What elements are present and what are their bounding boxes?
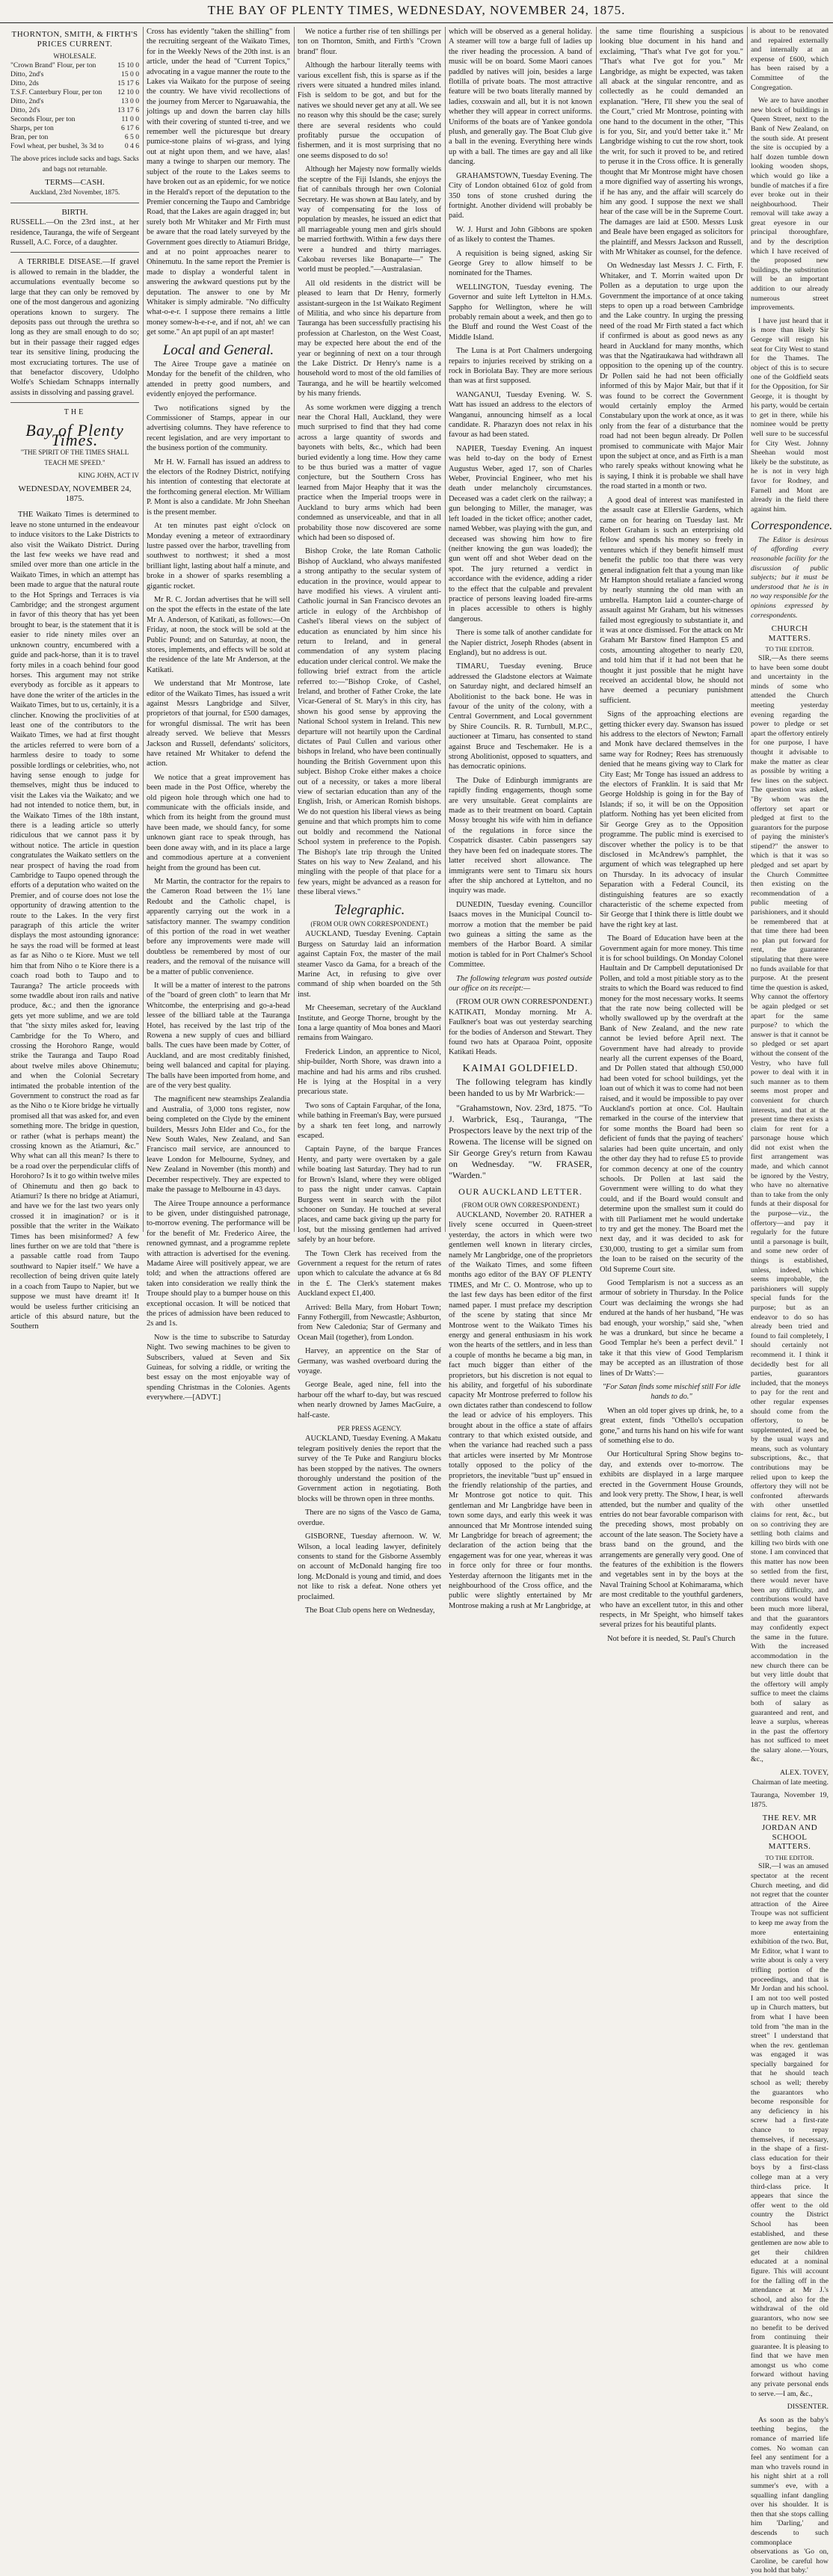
article-paragraph: Although her Majesty now formally wields the sceptre of the Fiji Islands, she enjoys the fiat of cannibals through her own Colonial Secretary. He was shown at Bau lately, and by way of compensating for the loss of population by measles, he issued an edict that all marriageable young men and girls should be married forthwith. Within a few days there were a hundred and thirty marriages. Cakobau reverses like Bonaparte—" The world must be peopled."—Australasian. <box>298 165 441 274</box>
prices-note: The above prices include sacks and bags. Sacks and bags not returnable. <box>10 155 139 173</box>
motto-attribution: KING JOHN, ACT IV <box>78 472 139 480</box>
article-paragraph: The Board of Education have been at the Government again for more money. This time it is for school buildings. On Monday Colonel Haultain and Dr Campbell deputationised Dr Pollen, and told a most pitiable story as to the straits to which the Board was reduced to find money for the most necessary works. It seems that the rate now being collected will be wholly swallowed up by the overdraft at the Bank of New Zealand, and the new rate cannot be levied before April next. The Government have had already to provide nearly all the current expenses of the Board, and Dr Pollen stated that although £50,000 had been voted for school buildings, yet the loan out of which it was to come had not been raised, and it would be impossible to pay over Auckland's portion at once. Col. Haultain remarked in the course of the interview that for some months the Board had been so deficient of funds that the paying of teachers' salaries had been quite uncertain, and only the other day they had to refuse £5 to provide for common decency at one of the country schools. Dr Pollen at last said the Government were willing to do what they could, and if the Board would consult and determine upon the smallest sum it could do with till Parliament met he would undertake to try and get the money. The Board met the next day, and it was decided to ask for £30,000, trusting to get a similar sum from the loan to be raised on the security of the Old Supreme Court site. <box>600 934 743 1274</box>
column-rule <box>294 27 295 1232</box>
letter-place: Tauranga, November 19, 1875. <box>751 1791 829 1809</box>
article-paragraph: As soon as the baby's teething begins, the romance of married life comes. No woman can feel any sentiment for a man who travels round in his night shirt at a roll summer's eve, with a squalling infant dangling over his shoulder. It is then that she stops calling him 'Darling,' and descends to such commonplace observations as 'Go on, Caroline, be careful how you hold that baby.' <box>751 2415 829 2575</box>
article-paragraph: We notice that a great improvement has been made in the Post Office, whereby the old pigeon hole through which one had to communicate with the officials inside, and which from its height from the ground must have been made, we should fancy, for some unknown giant race to speak through, has been done away with, and in its place a large and commodious aperture at a convenient height from the ground has been cut. <box>147 773 290 872</box>
correspondent-label: (FROM OUR OWN CORRESPONDENT.) <box>461 1201 580 1209</box>
article-paragraph: Now is the time to subscribe to Saturday Night. Two sewing machines to be given to Subscribers, valued at Seven and Six Guineas, for solving a riddle, or writing the best essay on the most enjoyable way of spending Christmas in the Colonies. Agents everywhere.—[ADVT.] <box>147 1333 290 1402</box>
issue-date: WEDNESDAY, NOVEMBER 24, 1875. <box>18 484 132 503</box>
article-paragraph: TIMARU, Tuesday evening. Bruce addressed the Gladstone electors at Waimate on Saturday night, and declared himself an Abolitionist to the back bone. He was in favour of the unity of the colony, with a Central Government, and Local government by Shire Councils. R. R. Turnbull, M.P.C., auctioneer at Timaru, has consented to stand against Bruce and Teschemaker. He is a strong Abolitionist, opposed to squatters, and has democratic opinions. <box>449 662 592 771</box>
to-editor-label: TO THE EDITOR. <box>765 645 814 653</box>
verse: "For Satan finds some mischief still For idle hands to do." <box>602 1383 741 1402</box>
price-item: Ditto, 2ds <box>10 79 39 88</box>
article-paragraph: is about to be renovated and repaired externally and internally at an expense of £600, which has been raised by a Committee of the Congregation. <box>751 27 829 92</box>
telegram: The Town Clerk has received from the Government a request for the return of rates upon which to calculate the advance at 6s 8d in the £. The Clerk's statement makes Auckland expect £1,400. <box>298 1249 441 1298</box>
article-paragraph: We are to have another new block of buildings in Queen Street, next to the Bank of New Zealand, on the south side. At present the site is occupied by a half dozen tumble down looking wooden shops, which would go like a bundle of matches if a fire ever broke out in their neighbourhood. Their removal will take away a great eyesore in our principal thoroughfare, and by the description which I have received of the proposed new buildings, the substitution will be an important addition to our already numerous street improvements. <box>751 96 829 312</box>
editor-disclaimer: The Editor is desirous of affording every reasonable facility for the discussion of public subjects; but it must be understood that he is in no way responsible for the opinions expressed by correspondents. <box>751 535 829 620</box>
column-5 <box>600 27 743 1643</box>
article-paragraph: We notice a further rise of ten shillings per ton on Thornton, Smith, and Firth's "Crown brand" flour. <box>298 28 441 56</box>
price-value: 11 0 0 <box>121 115 139 124</box>
telegram: There are no signs of the Vasco de Gama, overdue. <box>298 1509 441 1527</box>
article-paragraph: which will be observed as a general holiday. A steamer will tow a barge full of ladies up the river heading the procession. A band of music will be on board. Some Maori canoes paddled by natives will join, besides a large flotilla of private boats. The most attractive feature will be two boats literally manned by ladies, coxswain and all, but it is not known whether they will appear in correct uniforms. Uniforms of the boats are of Yankee gondola plush, and generally gay. The Boat Club give a ball in the evening. Everything here winds up with a ball. The times are gay and all like dancing. <box>449 28 592 167</box>
telegram: Mr Cheeseman, secretary of the Auckland Institute, and George Thorne, brought by the Iona a large quantity of Moa bones and Maori remains from Waingaro. <box>298 1004 441 1043</box>
article-paragraph: Although the harbour literally teems with various excellent fish, this is sparse as if the rivers were situated a hundred miles inland. Fish is seldom to be got, and but for the natives we should never get any at all. We see no reason why this should be the case; surely there are several residents who could profitably pursue the occupation of fishermen, and it is most surprising that no one seems disposed to do so! <box>298 61 441 160</box>
article-paragraph: The following telegram has kindly been handed to us by Mr Warbrick:— <box>449 1076 592 1099</box>
article-paragraph: There is some talk of another candidate for the Napier district, Joseph Rhodes (absent in England), but no address is out. <box>449 629 592 657</box>
prices-title: THORNTON, SMITH, & FIRTH'S PRICES CURRENT. <box>11 30 138 49</box>
article-paragraph: All old residents in the district will be pleased to learn that Dr Henry, formerly assistant-surgeon in the 1st Waikato Regiment of Militia, and who since his departure from Tauranga has been successfully practising his profession at Charleston, on the West Coast, may be expected here about the end of the year or beginning of next on a tour through the Lake District. Dr Henry's name is a household word to most of the old families of Tauranga, and he will be heartily welcomed by his many friends. <box>298 279 441 398</box>
telegram: Captain Payne, of the barque Frances Henty, and party were overtaken by a gale while boating last Saturday. They had to run for Brown's Island, where they were obliged to pass the night under canvas. Captain Burgess went in search with the pilot schooner on Sunday. He touched at several places, and came back giving up the party for lost, but the missing gentlemen had arrived safely by an hour before. <box>298 1145 441 1245</box>
price-value: 6 17 6 <box>121 124 139 133</box>
price-item: "Crown Brand" Flour, per ton <box>10 61 96 70</box>
article-paragraph: The Airee Troupe announce a performance to be given, under distinguished patronage, to-morrow evening. The performance will be for the benefit of Mr. Frederico Airee, the renowned gymnast, and a programme replete with attraction is advertised for the evening. Madame Airee will positively appear, we are told; and when the attractions offered are taken into consideration we really think the Troupe should play to a bumper house on this exceptional occasion. It will be noticed that the prices of admission have been reduced to 2s and 1s. <box>147 1199 290 1328</box>
price-row <box>10 106 139 115</box>
telegram: Frederick Lindon, an apprentice to Nicol, ship-builder, North Shore, was drawn into a machine and had his arms and ribs crushed. He is lying at the Hospital in a very precarious state. <box>298 1047 441 1097</box>
letter: SIR,—As there seems to have been some doubt and uncertainty in the minds of some who attended the Church meeting yesterday evening regarding the power to pledge or set apart the offertory entirely for one purpose, I have thought it advisable to make the matter as clear as possible by writing a few lines on the subject. The question was asked, "By whom was the offertory set apart or pledged at first to the guarantors for the purpose of paying the minister's stipend?" the answer to which is that it was so pledged and set apart by the Church Committee then existing on the recommendation of a public meeting of parishioners, and it should be remembered that at that time there had been no plan put forward for rent, the guarantee stipulating that there were no funds available for that purpose. At the present time the question is asked, Why cannot the offertory be again pledged or set apart for the same purpose? to which the answer is that it cannot be so pledged or set apart without the consent of the Vestry, who have full power to deal with it in such manner as to them seems most proper and convenient for church interests, and that at the present time there exists a claim for rent for a parsonage house which did not exist when the first arrangement was made, and which cannot be ignored by the Vestry, who have no alternative than to take from the only funds at their disposal for the purpose—viz., the offertory—and pay it regularly for the future until a parsonage is built, and some new order of things is established, unless, indeed, which seems improbable, the parishioners will supply special funds for the purpose; but as an endeavor to do so has already been tried and found to fail completely, I should certainly not recommend it. I think it decidedly best for all parties, guarantors included, that the moneys to pay for the rent and other regular expenses should come from the offertory, to be supplemented, if need be, by the usual ways and means, such as voluntary subscriptions, &c., that contributions may be relied upon to keep the offertory they will not be confronted afterwards with other unsettled claims for rent, &c., but on so contriving they are settling both claims and killing two birds with one stone. I am convinced that this matter has now been so settled from the first, there would never have been any difficulty, and contributions would have been much more liberal, and that the guarantors may confidently expect the same in the future. With the increased accommodation in the new church there can be but very little doubt that the offertory will amply suffice to meet the claims both of salary as guaranteed and rent, and leave a surplus, whereas in the past the offertory has not sufficed to meet the salary alone.—Yours, &c., <box>751 654 829 1764</box>
article-paragraph: A good deal of interest was manifested in the assault case at Ellerslie Gardens, which came on for hearing on Tuesday last. Mr Robert Graham is such an enterprising old fellow and spends his money so freely in ventures which if they benefit himself must benefit the public too that there was very general indignation felt that a young man like Mr Hampton should retaliate a fancied wrong by nearly stunning the old man with an umbrella. Hampton laid a counter-charge of assault against Mr Graham, but his witnesses failed most egregiously to substantiate it, and it was at once dismissed. For the attack on Mr Graham Mr Barstow fined Hampton £5 and costs, amounting altogether to nearly £20, and told him that if it had not been that he thought it just possible that he might have received an accidental blow, he should not have deemed a pecuniary punishment sufficient. <box>600 496 743 705</box>
telegram: Harvey, an apprentice on the Star of Germany, was washed overboard during the voyage. <box>298 1347 441 1375</box>
telegram: AUCKLAND, Tuesday Evening. A Makatu telegram positively denies the report that the survey of the Te Puke and Rangiuru blocks has been stopped by the natives. The owners thoroughly understand the position of the Government action in negotiating. Both blocks will be thrown open in three months. <box>298 1435 441 1503</box>
birth-notice: RUSSELL.—On the 23rd inst., at her residence, Tauranga, the wife of Sergeant Russell, A.C. Force, of a daughter. <box>10 218 139 247</box>
column-rule <box>445 27 446 1232</box>
column-rule <box>747 27 748 1232</box>
price-row <box>10 133 139 142</box>
price-row <box>10 142 139 151</box>
article-paragraph: WANGANUI, Tuesday Evening. W. S. Watt has issued an address to the electors of Wanganui, announcing himself as a local candidate. R. Pharazyn does not relax in his favour as had been stated. <box>449 390 592 440</box>
section-heading-telegraphic: Telegraphic. <box>333 902 405 918</box>
article-paragraph: I have just heard that it is more than likely Sir George will resign his seat for City West to stand for the Thames. The object of this is to secure one of the Goldfield seats for the Opposition, for Sir George, it is thought by his party, would be certain to get in there, while his nominee would be pretty well sure to be successful for City West. Johnny Sheehan would most likely be the substitute, as he is not in very high favor for Rodney, and Farnell and Mont are already in the field there against him. <box>751 316 829 514</box>
price-list <box>10 61 139 151</box>
telegram-text: "Grahamstown, Nov. 23rd, 1875. "To J. Warbrick, Esq., Tauranga, "The Prospectors leave by the next trip of the Rowena. The license will be signed on Sir George Grey's return from Kawau on Wednesday. "W. FRASER, "Warden." <box>449 1103 592 1181</box>
article-paragraph: Good Templarism is not a success as an armour of sobriety in Thursday. In the Police Court was declaiming the wrongs she had endured at the hands of her husband, "He was bad enough, your worship," said she, "when he was a drunkard, but since he became a Good Templar he's been a perfect devil." I take it that this view of Good Templarism may be accepted as an illustration of those lines of Dr Watts':— <box>600 1278 743 1378</box>
price-value: 13 0 0 <box>121 97 139 106</box>
article-paragraph: (FROM OUR OWN CORRESPONDENT.) KATIKATI, Monday morning. Mr A. Faulkner's boat was out yesterday searching for the bodies of Anderson and Stewart. They found two hats at Oparaoa Point, opposite Katikati Heads. <box>449 998 592 1057</box>
church-matters-heading: CHURCH MATTERS. <box>768 624 811 643</box>
price-row <box>10 124 139 133</box>
terms-place: Auckland, 23rd November, 1875. <box>29 188 120 197</box>
column-rule <box>143 27 144 1232</box>
article-paragraph: We understand that Mr Montrose, late editor of the Waikato Times, has issued a writ against Messrs Langbridge and Silver, proprietors of that journal, for £500 damages, for wrongful dismissal. The writ has been already served. We believe that Messrs Jackson and Russell, defendants' solicitors, have retained Mr Whitaker to defend the action. <box>147 680 290 768</box>
telegram: Arrived: Bella Mary, from Hobart Town; Fanny Fothergill, from Newcastle; Ashburton, from New Caledonia; Star of Germany and Ocean Mail (together), from London. <box>298 1303 442 1342</box>
divider <box>10 252 139 253</box>
price-value: 12 10 0 <box>117 88 139 97</box>
jordan-heading: THE REV. MR JORDAN AND SCHOOL MATTERS. <box>761 1814 818 1852</box>
article-paragraph: WELLINGTON, Tuesday evening. The Governor and suite left Lyttelton in H.M.s. Sappho for Wellington, where he will probably remain about a week, and then go to the Bluff and round the West Coast of the Middle Island. <box>449 283 592 342</box>
article-paragraph: Mr R. C. Jordan advertises that he will sell on the spot the effects in the estate of the late Mr A. Anderson, of Katikati, as follows:—On Friday, at noon, the stock will be sold at the Public Pound; and on Saturday, at noon, the stores, implements, and effects will be sold at the residence of the late Mr Anderson, at the Katikati. <box>147 595 290 674</box>
article-paragraph: Not before it is needed, St. Paul's Church <box>607 1634 736 1643</box>
telegram: The Boat Club opens here on Wednesday, <box>305 1606 435 1615</box>
article-paragraph: Mr H. W. Farnall has issued an address to the electors of the Rodney District, notifying his intention of contesting that electorate at the forthcoming general election. Mr William P. Mont is also a candidate. Mr John Sheehan is the present member. <box>147 457 290 517</box>
price-value: 15 17 6 <box>117 79 139 88</box>
wholesale-label: WHOLESALE. <box>53 52 96 60</box>
price-value: 6 5 0 <box>124 133 139 142</box>
disease-advert: A TERRIBLE DISEASE.—If gravel is allowed to remain in the bladder, the accumulations eventually become so large that they can only be removed by one of the most dangerous and agonizing operations known to surgery. The deposits pass out through the urethra so long as they are small enough to do so; but in their passage their ragged edges tear its sensitive lining, producing the most excruciating tortures. The use of that benefactor discovery, Udolpho Wolfe's Schiedam Schnapps internally assists in dissolving and passing gravel. <box>10 258 139 397</box>
article-paragraph: Our Horticultural Spring Show begins to-day, and extends over to-morrow. The exhibits are displayed in a large marquee erected in the Government House Grounds, and look very pretty. The Show, I hear, is well attended, but the number and quality of the entries do not bear favorable comparison with the preceding shows, most probably on account of the late season. The Society have a brass band on the ground, and the arrangements are generally very good. One of the features of the exhibition is the flowers and vegetables sent in by the boys at the Naval Training School at Kohimarama, which are most creditable to the youthful gardeners, who have an excellent tutor, in this and other respects, in Mr Speight, who himself takes several prizes for his beautiful plants. <box>600 1450 743 1630</box>
column-rule <box>596 27 597 1232</box>
price-item: Ditto, 2d's <box>10 106 40 115</box>
article-paragraph: Signs of the approaching elections are getting thicker every day. Swanson has issued his address to the electors of Newton; Farnall and Monk have declared themselves in the same way for Rodney; Rees has strenuously denied that he means giving way to Clark for City East; Mr Tonge has issued an address to the electors of Franklin. It is said that Mr George Holdship is going in for the Bay of Islands; if so, it will be on the Opposition platform. Nothing has yet been elicited from Sir George Grey as to the Opposition programme. The public mind is exercised to discover whether the policy is to be that disclosed in McAndrew's pamphlet, the argument of which was telegraphed up here on Thursday. In its advocacy of insular Separation with a Federal Council, its distinguishing features are so exactly characteristic of the scheme expected from Sir George that I think there is little doubt we have the right key at last. <box>600 710 743 929</box>
motto: "THE SPIRIT OF THE TIMES SHALL TEACH ME SPEED." <box>20 449 129 466</box>
correspondent-label: (FROM OUR OWN CORRESPONDENT.) <box>310 919 428 928</box>
price-item: Ditto, 2nd's <box>10 70 44 79</box>
newspaper-logo: Bay of Plenty Times. <box>25 420 124 449</box>
article-paragraph: Mr Martin, the contractor for the repairs to the Cameron Road between the 1½ lane Redoubt and the Catholic chapel, is apparently carrying out the work in a satisfactory manner. The swampy condition of this portion of the road in wet weather before any improvements were made will doubtless be remembered by most of our readers, and the removal of the nuisance will be a matter of public convenience. <box>147 877 290 976</box>
letter-signature: DISSENTER. <box>787 2403 829 2412</box>
page-header: THE BAY OF PLENTY TIMES, WEDNESDAY, NOVEMBER 24, 1875. <box>0 0 833 23</box>
logo-the: THE <box>64 408 86 417</box>
article-paragraph: Cross has evidently "taken the shilling" from the recruiting sergeant of the Waikato Times, for in the Weekly News of the 20th inst. is an article, under the head of "Current Topics," advocating in a vague manner the route to the Lakes via Waikato for the purpose of seeing the country. We have vivid recollections of the journey from Mercer to Ngaruawahia, the joltings up and down the barren clay hills with their covering of stunted ti-tree, and we remember well the picturesque but dreary pumice-stone plains of wi-grass, and lying out at night upon them, and we have, alas! many a twinge to sharpen our memory. The subject of the route to the Lakes seems to have broken out as an epidemic, for we notice in the Herald's report of the deputation to the Premier concerning the Taupo and Cambridge Road, that the Lakes are again dragged in; but surely both Mr Whitaker and Mr Firth must be aware that the road lately surveyed by the Government goes directly to Atiamuri Bridge, and at no point approaches nearer to Ohinemutu. In the same report the Premier is made to display a wonderful talent in answering the awkward questions put by the deputation. The answer to one by Mr Whitaker is simply admirable. "No difficulty what-o-e-r. I suppose there remains a little money somew-h-e-r-e, and if not, ah! we can get some." An apt pupil of an apt master! <box>147 28 290 337</box>
article-paragraph: DUNEDIN, Tuesday evening. Councillor Isaacs moves in the Municipal Council to-morrow a motion that the member be paid two guineas a sitting the same as the members of the Harbor Board. A similar motion is tabled for in Port Chalmer's School Committee. <box>449 900 592 970</box>
letter-signature: ALEX. TOVEY, Chairman of late meeting. <box>751 1769 829 1787</box>
price-value: 0 4 6 <box>124 142 139 151</box>
article-paragraph: On Wednesday last Messrs J. C. Firth, F. Whitaker, and T. Morrin waited upon Dr Pollen as a deputation to urge upon the Government the importance of at once taking steps to open up a road between Cambridge and the Lake country. In urging the pressing need of the road Mr Firth stated a fact which if confirmed is about as good news as any heard in Auckland for many months, which was that the Ngatiraukawa had withdrawn all opposition to the opening up of the country. Dr Pollen said he had not been officially informed of this by Major Mair, but that if it was found to be correct the Government would certainly employ the Armed Constabulary upon the work at once, as it was only from the fear of a disturbance that the road had not been begun already. Dr Pollen promised to communicate with Major Mair upon the subject at once, and as Firth is a man who rarely speaks without knowing what he is saying, I think it is probable we shall have the road started in a month or two. <box>600 262 743 491</box>
telegram: GISBORNE, Tuesday afternoon. W. W. Wilson, a local leading lawyer, definitely consents to stand for the Gisborne Assembly on account of McDonald hanging fire too long. McDonald is young and timid, and does not like to risk a defeat. None others yet proclaimed. <box>298 1532 441 1601</box>
article-paragraph: The Luna is at Port Chalmers undergoing repairs to injuries received by striking on a rock in Boriolata Bay. They are more serious than was at first supposed. <box>449 347 592 386</box>
article-paragraph: Bishop Croke, the late Roman Catholic Bishop of Auckland, who always manifested a strong antipathy to the secular system of education in the province, would appear to have modified his views. A virulent anti-Catholic journal in San Francisco devotes an article in eulogy of the Archbishop of Cashel's liberal views on the subject of education as enunciated by him since his return to Ireland, and in general commendation of any system placing education under clerical control. We make the following brief extract from the article referred to:—"Bishop Croke, of Cashel, Ireland, and brother of Father Croke, the late Vicar-General of St. Mary's in this city, has shown his good sense by approving the National School system in Ireland. This new departure will not heartily upon the Cardinal dictates of Paul Cullen and various other bishops in Ireland, who have been continually hounding the British Government upon this subject. Bishop Croke either makes a choice out of a necessity, or takes a more liberal view of sectarian education than any of the English, Irish, or American Romish bishops. We do not question his liberal views as being genuine and that which prompts him to come out boldly and recommend the National School system in preference to the Popish. The Bishop's late trip through the United States on his way to New Zealand, and his mingling with the people of that place for a few years, might be advanced as a reason for these liberal views." <box>298 547 441 897</box>
telegram: AUCKLAND, Tuesday Evening. Captain Burgess on Saturday laid an information against Captain Fox, the master of the mail steamer Vasco da Gama, for a breach of the Marine Act, in refusing to give over command of ship when boarded on the 5th inst. <box>298 930 441 999</box>
article-paragraph: It will be a matter of interest to the patrons of the "board of green cloth" to learn that Mr Whitcombe, the enterprising and go-a-head lessee of the billiard table at the Tauranga Hotel, has received by the last trip of the Rowena a new supply of cues and billiard balls. The cues have been made by Cotter, of Auckland, and are most creditably finished, being well balanced and capital for playing. The balls have been imported from home, and are of the very best quality. <box>147 981 290 1091</box>
price-value: 15 0 0 <box>121 70 139 79</box>
column-4 <box>449 27 592 1610</box>
section-heading-correspondence: Correspondence. <box>751 520 833 533</box>
price-row <box>10 88 139 97</box>
article-paragraph: The Airee Troupe gave a matinée on Monday for the benefit of the children, who attended in pretty good numbers, and evidently enjoyed the performance. <box>147 360 290 399</box>
telegram: Two sons of Captain Farquhar, of the Iona, while bathing in Freeman's Bay, were pursued by a shark ten feet long, and narrowly escaped. <box>298 1101 441 1141</box>
to-editor-label: TO THE EDITOR. <box>765 1853 814 1861</box>
price-row <box>10 97 139 106</box>
birth-heading: BIRTH. <box>61 207 88 217</box>
article-paragraph: The magnificent new steamships Zealandia and Australia, of 3,000 tons register, now being completed on the Clyde by the eminent builders, Messrs John Elder and Co., for the New South Wales, New Zealand, and San Francisco mail service, are announced to leave London for Melbourne, Sydney, and New Zealand in November (this month) and December respectively. They are expected to make the passage to Melbourne in 43 days. <box>147 1095 290 1195</box>
article-paragraph: the same time flourishing a suspicious looking blue document in his hand and exclaiming, "That's what I've got for you." "That's what I've got for you." Mr Langbridge, as might be expected, was taken all aback at the singular rencontre, and as collectedly as he could demanded an explanation. "Here, I'll shew you the seal of the Court," cried Mr Montrose, pointing with one hand to the document in the other, "This is for you, Sir, and you'd better take it." Mr Langbridge wishing to cut the row short, took the writ, for such it proved to be, and retired to peruse it in the Cross office. It is generally thought that Mr Montrose might have chosen a more dignified way of asserting his wrongs, if he has any, and the affair will scarcely do him any good. I suppose the next we shall hear of the case will be in the Supreme Court. The damages are laid at £500. Messrs Lusk and Beale have been engaged as solicitors for the plaintiff, and Messrs Jackson and Russell, with Mr Whitaker as counsel, for the defence. <box>600 28 743 256</box>
column-6 <box>751 27 833 2575</box>
price-item: Seconds Flour, per ton <box>10 115 76 124</box>
article-paragraph: The following telegram was posted outside our office on its receipt:— <box>449 974 592 993</box>
leader-article: THE Waikato Times is determined to leave no stone unturned in the endeavour to induce visitors to the Lake Districts to also visit the Waikato District. During the last few weeks we have read and smiled over more than one article in the Waikato Times, in which an attempt has been made to argue that the natural route to the Hot Springs and Terraces is via Cambridge; and the strongest argument in favor of this theory that has yet been brought to bear, is the statement that it is easier to ride ninety miles over an unknown country, encumbered with a guide and pack-horse, than it is to travel forty miles in a coach behind four good horses. This argument may not strike everybody as forcible as it appears to have done the writer of the articles in the Waikato Times, but to us, certainly, it is a clincher. Knowing the proclivities of at least one of the contributors to the Waikato Times, we had at first thought the articles referred to were born of a harmless desire to toady to some possible lordlings or celebrities, who, not having sense enough to judge for themselves, might thus be induced to visit the Lakes via the Waikato; and we had not intended to notice them, but, in the Waikato Times of the 18th instant, there is a leading article so utterly ridiculous that we cannot pass it by without notice. The article in question congratulates the Waikato settlers on the near prospect of having the road from Cambridge to Taupo opened through the efforts of a deputation who waited on the Premier, and of course does not lose the opportunity of drawing attention to the route to the Lakes. In the very first paragraph of this article the writer displays the most astounding ignorance: he says the road will be formed at least as far as Niho o te Kiore. Must we tell him that from Niho o te Kiore there is a coach road both to Taupo and to Tauranga? The article proceeds with some twaddle about iron rails and native produce, &c.; and then the ignorance gets yet more sublime, and we are told that "the sixty miles asked for, leaving Cambridge for the To Whero, and crossing the Horohoro Range, would strike the Tauranga and Taupo Road about twelve miles above Ohinemutu; and when the Colonial Secretary intimated the probable intention of the Government to construct the road as far as the Niho o te Kiore bridge he virtually promised all that was asked for, and even something more. The bridge in question, or rather (what is perhaps meant) the crossing known as the Atiamuri, &c." Why what can all this mean? Is there to be a road over the perpendicular cliffs of Horohoro? Is it to go within twelve miles of Ohinemutu and then go back to Atiamuri? Is there no bridge at Atiamuri, and have we for the last two years only crossed it in imagination? or is it possible that the writer in the Waikato Times has been misinformed? A few lines further on we are told that "there is a passable cattle road from Taupo southward to Napier itself." We have a recollection of being driven quite lately in a coach from Taupo to Napier, but we suppose we must have dreamt it! It would be useless further criticising an article of this absurd nature, but the Southern <box>10 511 139 1331</box>
price-value: 15 10 0 <box>117 61 139 70</box>
article-paragraph: NAPIER, Tuesday Evening. An inquest was held to-day on the body of Ernest Augustus Weber, aged 17, son of Charles Weber, Provincial Engineer, who met his death under melancholy circumstances. Deceased was a cadet clerk on the railway; a gun belonging to Miller, the manager, was left loaded in the ticket office; another cadet, named Webber, was playing with the gun, and deceased was showing him how to fire (neither knowing the gun was loaded); the gun went off and shot Weber dead on the spot. The jury returned a verdict in accordance with the evidence, adding a rider to the effect that the culpable and prevalent practice of persons leaving loaded fire-arms in places accessible to others is highly dangerous. <box>449 444 592 623</box>
article-paragraph: W. J. Hurst and John Gibbons are spoken of as likely to contest the Thames. <box>449 225 592 244</box>
article-paragraph: A requisition is being signed, asking Sir George Grey to allow himself to be nominated for the Thames. <box>449 249 592 278</box>
article-paragraph: GRAHAMSTOWN, Tuesday Evening. The City of London obtained 61oz of gold from 350 tons of stone crushed during the fortnight. Another dividend will probably be paid. <box>449 171 592 221</box>
column-3 <box>298 27 442 1615</box>
divider <box>10 402 139 403</box>
terms: TERMS—CASH. <box>45 178 105 188</box>
price-row <box>10 61 139 70</box>
price-row <box>10 115 139 124</box>
price-item: T.S.F. Canterbury Flour, per ton <box>10 88 102 97</box>
auckland-letter-heading: OUR AUCKLAND LETTER. <box>458 1186 583 1198</box>
article-paragraph: As some workmen were digging a trench near the Choral Hall, Auckland, they were much surprised to find that they had come across a large quantity of swords and bayonets with belts, &c., which had been buried evidently a long time. How they came to be thus buried was a matter of vague conjecture, but the Southern Cross has learned from Major Heaphy that it was the practice when the Imperial troops were in Auckland to bury arms which had been condemned as unserviceable, and that in all probability those now discovered are some which had been so disposed of. <box>298 403 441 542</box>
kaimai-heading: KAIMAI GOLDFIELD. <box>462 1062 579 1074</box>
press-agency-label: PER PRESS AGENCY. <box>337 1425 402 1433</box>
letter: SIR,—I was an amused spectator at the recent Church meeting, and did not regret that the counter attraction of the Airee Troupe was not sufficient to keep me away from the more entertaining exhibition of the two. But, Mr Editor, what I want to write about is only a very trifling portion of the proceedings, and that is Mr Jordan and his school. I am not too well posted up in Church matters, but from what I have been told from "the man in the street" I understand that when the rev. gentleman was engaged it was specially bargained for that he should teach school as well; thereby the guarantors who become responsible for any deficiency in his screw had a first-rate chance to repay themselves, if necessary, in the shape of a first-class education for their boys by a first-class college man at a very third-class price. It appears that since the offer went to the old country the District School has been established, and these gentlemen are now able to get their children educated at a nominal figure. This will account for the falling off in the attendance at Mr J.'s school, and also for the withdrawal of the old guarantors, who now see no benefit to be derived from continuing their guarantee. It is pleasing to find that we have men amongst us who come forward without having any private personal ends to serve.—I am, &c., <box>751 1862 829 2398</box>
article-paragraph: AUCKLAND, November 20. RATHER a lively scene occurred in Queen-street yesterday, the actors in which were two gentlemen well known in literary circles, namely Mr Langbridge, one of the proprietors of the Waikato Times, and some fifteen months ago editor of the BAY OF PLENTY TIMES, and Mr C. O. Montrose, who up to the last few days has been editor of the first named paper. I must preface my description of the scene by stating that since Mr Montrose went to the Waikato Times his energy and general enthusiasm in his work won the hearts of the settlers, and in less than a couple of months he became a big man, in fact much bigger than either of the proprietors, but his discretion is not equal to his ability, and forgetful of his subordinate capacity Mr Montrose preferred to follow his own dictates rather than condescend to follow the lead or advice of his employers. This brought about in the office a state of affairs contrary to that which existed outside, and when the variance had reached such a pass that articles were inserted by Mr Montrose totally opposed to the policy of the proprietors, the inevitable "bust up" ensued in the friendly relationship of the parties, and Mr Montrose got notice to quit. This gentleman and Mr Langbridge have been in town some days, and early this week it was announced that Mr Montrose intended suing Mr Langbridge for breach of agreement; the declaration of the action being that the engagement was for one year, whereas it was in force only for three or four months. Yesterday afternoon the litigants met in the neighbourhood of the Cross office, and the public were slightly entertained by Mr Montrose making a rush at Mr Langbridge, at <box>449 1211 592 1610</box>
price-item: Fowl wheat, per bushel, 3s 3d to <box>10 142 104 151</box>
price-item: Sharps, per ton <box>10 124 54 133</box>
telegram: George Beale, aged nine, fell into the harbour off the wharf to-day, but was rescued when nearly drowned by James MacGuire, a half-caste. <box>298 1381 441 1420</box>
price-row <box>10 79 139 88</box>
section-heading-local: Local and General. <box>162 342 274 358</box>
price-item: Ditto, 2nd's <box>10 97 44 106</box>
article-paragraph: Two notifications signed by the Commissioner of Stamps, appear in our advertising columns. They have reference to recent legislation, and are very important to the business portion of the community. <box>147 404 290 453</box>
article-paragraph: When an old toper gives up drink, he, to a great extent, finds "Othello's occupation gone," and turns his hand on his wife for want of something else to do. <box>600 1406 743 1446</box>
article-paragraph: At ten minutes past eight o'clock on Monday evening a meteor of extraordinary lustre passed over the harbor, travelling from southwest to northwest; it shed a most brilliant light, lasting about half a minute, and broke in a shower of sparks resembling a gigantic rocket. <box>147 522 290 591</box>
price-value: 13 17 6 <box>117 106 139 115</box>
column-2 <box>147 27 290 1402</box>
column-1 <box>10 27 139 1331</box>
price-item: Bran, per ton <box>10 133 49 142</box>
article-paragraph: The Duke of Edinburgh immigrants are rapidly finding engagements, though some are very unsuitable. Great complaints are made as to their treatment on board. Captain Mossy brought his wife with him in defiance of the regulations in force since the Cospatrick disaster. Cabin passengers say they have been fed on inadequate stores. The latter received short allowance. The immigrants were sent to Timaru six hours after the ship anchored at Lyttelton, and no inquiry was made. <box>449 776 592 896</box>
price-row <box>10 70 139 79</box>
